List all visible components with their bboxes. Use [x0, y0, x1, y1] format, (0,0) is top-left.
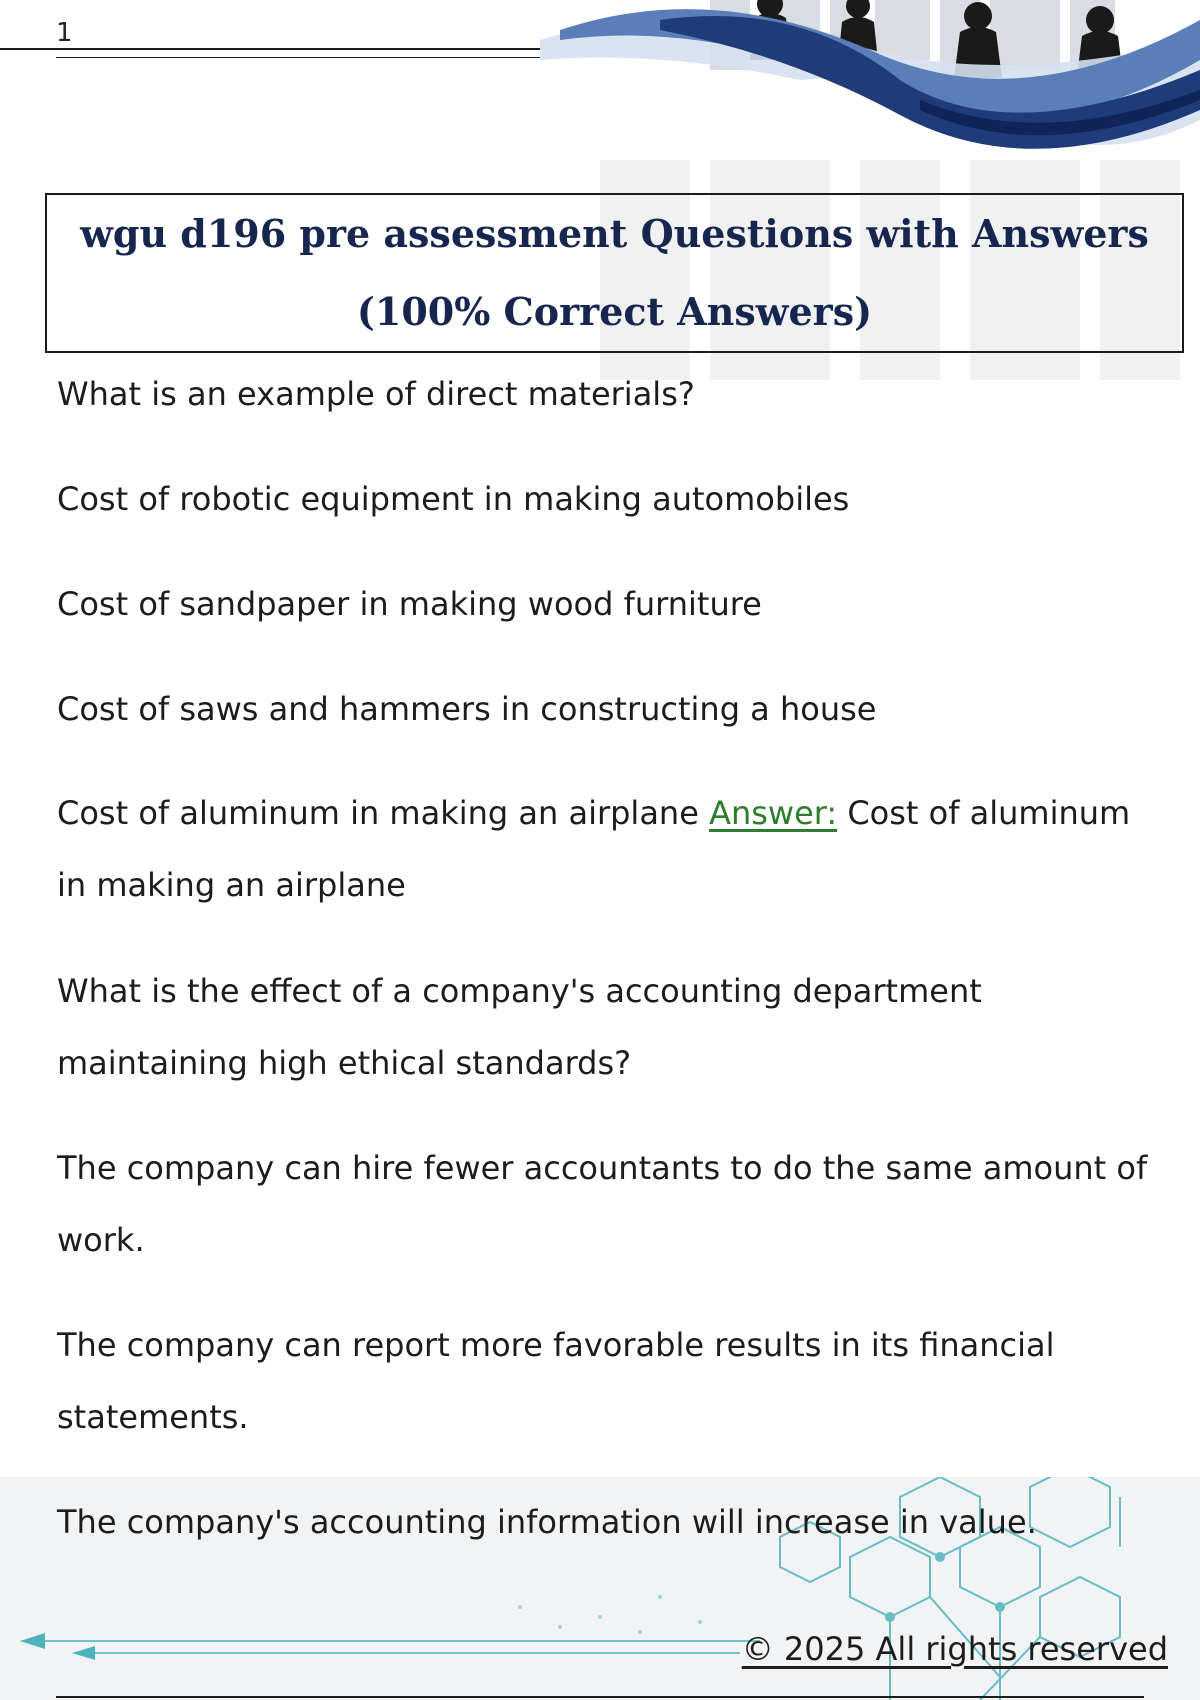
document-title: wgu d196 pre assessment Questions with Answers (100% Correct Answers) [80, 211, 1149, 334]
answer-option: The company's accounting information will increase in value. [57, 1503, 1037, 1541]
question-text: What is the effect of a company's accounting department maintaining high ethical standards? [57, 972, 982, 1082]
answer-option: Cost of saws and hammers in constructing a house [57, 690, 877, 728]
page-number-underline [56, 57, 540, 58]
page-number: 1 [56, 18, 73, 48]
answer-option: Cost of sandpaper in making wood furniture [57, 585, 762, 623]
arrow-left-icon [20, 1633, 45, 1649]
answer-option-text: Cost of aluminum in making an airplane [57, 794, 699, 832]
header-banner-graphic [540, 0, 1200, 160]
answer-option: The company can report more favorable results in its financial statements. [57, 1326, 1055, 1436]
arrow-left-icon [72, 1646, 95, 1660]
footer-rule [56, 1696, 1144, 1698]
question-text: What is an example of direct materials? [57, 375, 695, 413]
copyright-notice: © 2025 All rights reserved [741, 1630, 1168, 1668]
answer-option: The company can hire fewer accountants to do the same amount of work. [57, 1149, 1148, 1259]
correct-answer: Cost of aluminum in making an airplane [57, 794, 1131, 904]
answer-option-with-answer [57, 777, 1167, 921]
answer-option: Cost of robotic equipment in making automobiles [57, 480, 850, 518]
title-box [45, 193, 1184, 353]
answer-label: Answer: [709, 794, 838, 832]
